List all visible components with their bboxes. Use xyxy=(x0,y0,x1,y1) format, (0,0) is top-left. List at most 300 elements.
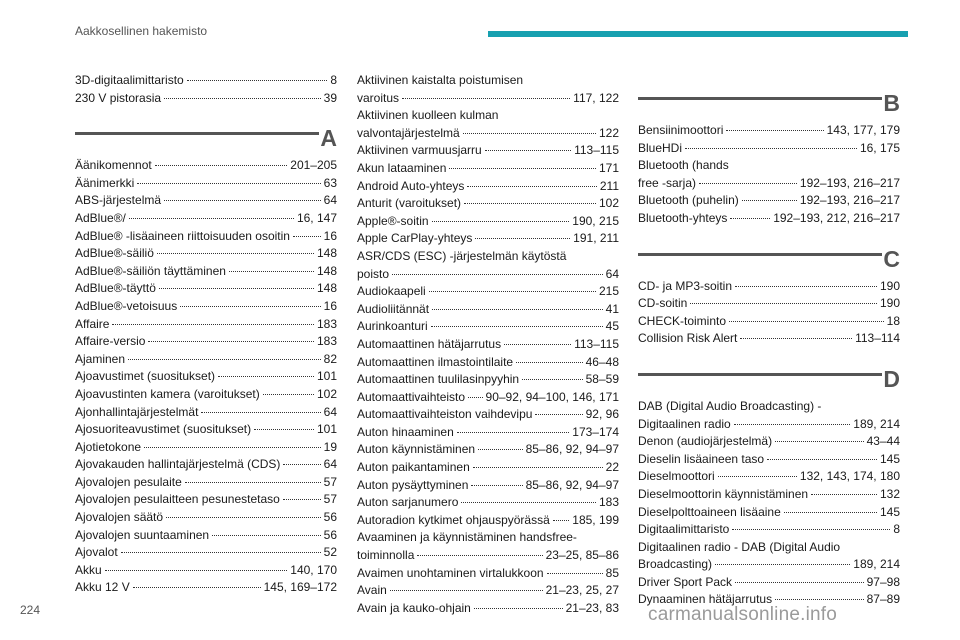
dot-leader xyxy=(105,570,288,571)
index-page-ref[interactable]: 143, 177, 179 xyxy=(826,123,900,137)
index-entry-line xyxy=(638,521,900,539)
dot-leader xyxy=(432,221,570,222)
index-entry-line xyxy=(357,318,619,336)
index-entry xyxy=(75,491,337,509)
index-term: CD-soitin xyxy=(638,296,688,311)
index-term: Avain ja kauko-ohjain xyxy=(357,600,471,615)
dot-leader xyxy=(732,529,890,530)
dot-leader xyxy=(468,397,482,398)
index-page-ref[interactable]: 56 xyxy=(323,510,337,525)
index-entry-line xyxy=(638,433,900,451)
index-entry-line xyxy=(638,122,900,140)
index-entry-line xyxy=(638,295,900,313)
index-term: Anturit (varoitukset) xyxy=(357,196,462,211)
dot-leader xyxy=(121,552,321,553)
dot-leader xyxy=(699,183,797,184)
index-entry-line xyxy=(357,354,619,372)
dot-leader xyxy=(390,590,543,591)
index-entry-line xyxy=(357,142,619,160)
index-entry-line xyxy=(75,579,337,597)
index-term: BlueHDi xyxy=(638,140,683,155)
dot-leader xyxy=(553,520,570,521)
index-page-ref[interactable]: 58–59 xyxy=(585,372,619,387)
index-page-ref[interactable]: 101 xyxy=(316,369,337,384)
index-entry-line xyxy=(357,406,619,424)
index-term: DAB (Digital Audio Broadcasting) - xyxy=(638,398,822,413)
index-entry xyxy=(638,122,900,140)
index-entry xyxy=(357,406,619,424)
index-page-ref[interactable]: 41 xyxy=(605,301,619,316)
index-term: ASR/CDS (ESC) -järjestelmän käytöstä xyxy=(357,248,567,263)
index-page-ref[interactable]: 113–114 xyxy=(855,331,900,346)
index-term: Auton käynnistäminen xyxy=(357,442,476,457)
index-page-ref[interactable]: 8 xyxy=(330,73,337,87)
dot-leader xyxy=(718,476,797,477)
dot-leader xyxy=(185,482,321,483)
index-entry xyxy=(638,486,900,504)
index-term: Affaire-versio xyxy=(75,334,146,349)
index-entry-line xyxy=(638,451,900,469)
index-entry-line xyxy=(357,266,619,284)
index-entry-line xyxy=(75,228,337,246)
index-term: AdBlue®-täyttö xyxy=(75,281,156,296)
index-entry-line xyxy=(357,547,619,565)
index-entry-line xyxy=(357,371,619,389)
section-heading xyxy=(638,90,900,116)
index-term: Apple®-soitin xyxy=(357,213,429,228)
index-entry-line xyxy=(357,459,619,477)
index-page-ref[interactable]: 57 xyxy=(323,474,337,489)
index-entry xyxy=(75,351,337,369)
dot-leader xyxy=(137,183,320,184)
index-page-ref[interactable]: 183 xyxy=(598,495,619,510)
index-term: Bluetooth-yhteys xyxy=(638,210,728,225)
index-entry-line xyxy=(357,512,619,530)
index-entry xyxy=(357,283,619,301)
index-page-ref[interactable]: 183 xyxy=(316,316,337,331)
index-page-ref[interactable]: 192–193, 216–217 xyxy=(799,175,900,190)
section-heading xyxy=(75,125,337,152)
index-term: varoitus xyxy=(357,90,400,105)
index-term: Automaattinen hätäjarrutus xyxy=(357,336,502,351)
index-page-ref[interactable]: 23–25, 85–86 xyxy=(545,548,619,563)
index-entry-line xyxy=(638,313,900,331)
index-page-ref[interactable]: 201–205 xyxy=(290,158,337,173)
dot-leader xyxy=(535,414,582,415)
index-term: Apple CarPlay-yhteys xyxy=(357,231,473,246)
index-entry xyxy=(75,316,337,334)
index-entry xyxy=(75,456,337,474)
index-entry xyxy=(357,389,619,407)
index-term: Automaattivaihteisto xyxy=(357,389,466,404)
dot-leader xyxy=(164,200,321,201)
index-entry-line xyxy=(357,90,619,108)
index-entry xyxy=(75,90,337,108)
index-entry xyxy=(357,301,619,319)
index-entry xyxy=(357,213,619,231)
index-entry-line xyxy=(75,544,337,562)
dot-leader xyxy=(218,376,314,377)
index-page-ref[interactable]: 85–86, 92, 94–97 xyxy=(525,442,619,457)
index-page-ref[interactable]: 190 xyxy=(879,278,900,293)
index-term: Ajaminen xyxy=(75,351,126,366)
dot-leader xyxy=(431,326,603,327)
index-page-ref[interactable]: 102 xyxy=(598,196,619,211)
dot-leader xyxy=(734,424,851,425)
index-term: Akku 12 V xyxy=(75,580,130,595)
index-term: Ajoavustimet (suositukset) xyxy=(75,369,216,384)
index-page-ref[interactable]: 16 xyxy=(323,298,337,313)
dot-leader xyxy=(740,338,852,339)
index-entry-line xyxy=(75,157,337,175)
index-entry xyxy=(638,504,900,522)
index-entry-line xyxy=(357,301,619,319)
index-entry xyxy=(357,529,619,564)
index-entry-line xyxy=(75,404,337,422)
index-page-ref[interactable]: 171 xyxy=(598,160,619,175)
index-page-ref[interactable]: 173–174 xyxy=(572,424,619,439)
index-page-ref[interactable]: 63 xyxy=(323,175,337,190)
index-page-ref[interactable]: 148 xyxy=(316,281,337,296)
index-term: Automaattinen tuulilasinpyyhin xyxy=(357,372,520,387)
index-entry xyxy=(638,398,900,433)
index-entry xyxy=(75,404,337,422)
index-page-ref[interactable]: 19 xyxy=(323,439,337,454)
index-entry-line xyxy=(75,491,337,509)
index-entry xyxy=(75,421,337,439)
section-heading xyxy=(638,365,900,392)
index-term: Ajovalojen suuntaaminen xyxy=(75,527,210,542)
index-term: CHECK-toiminto xyxy=(638,313,727,328)
index-term: Avain xyxy=(357,583,387,598)
running-header-title: Aakkosellinen hakemisto xyxy=(75,24,208,38)
index-page-ref[interactable]: 101 xyxy=(316,422,337,437)
index-page-ref[interactable]: 18 xyxy=(886,313,900,328)
index-page-ref[interactable]: 64 xyxy=(323,193,337,208)
index-page-ref[interactable]: 43–44 xyxy=(866,434,900,449)
index-page-ref[interactable]: 132, 143, 174, 180 xyxy=(799,469,900,484)
index-term: Denon (audiojärjestelmä) xyxy=(638,434,773,449)
index-entry xyxy=(357,371,619,389)
index-page-ref[interactable]: 92, 96 xyxy=(585,407,619,422)
index-term: Bluetooth (puhelin) xyxy=(638,193,739,208)
index-page-ref[interactable]: 64 xyxy=(323,457,337,472)
header-accent-bar xyxy=(488,31,908,37)
index-entry-line xyxy=(75,263,337,281)
dot-leader xyxy=(392,274,603,275)
index-entry-line xyxy=(638,192,900,210)
index-entry-line xyxy=(357,283,619,301)
index-entry-line xyxy=(638,486,900,504)
index-term: AdBlue®-säiliön täyttäminen xyxy=(75,263,226,278)
index-column-3 xyxy=(638,72,900,609)
dot-leader xyxy=(767,459,877,460)
index-term: Aktiivinen kaistalta poistumisen xyxy=(357,73,524,87)
index-term: Automaattivaihteiston vaihdevipu xyxy=(357,407,533,422)
index-page-ref[interactable]: 185, 199 xyxy=(572,512,619,527)
dot-leader xyxy=(742,200,797,201)
index-page-ref[interactable]: 191, 211 xyxy=(573,231,619,246)
dot-leader xyxy=(690,303,877,304)
index-page-ref[interactable]: 140, 170 xyxy=(290,562,337,577)
index-entry xyxy=(357,459,619,477)
index-entry-line xyxy=(638,210,900,228)
index-page-ref[interactable]: 102 xyxy=(316,386,337,401)
index-page-ref[interactable]: 190, 215 xyxy=(572,213,619,228)
index-entry-line xyxy=(638,556,900,574)
index-page-ref[interactable]: 215 xyxy=(598,284,619,299)
index-term: Collision Risk Alert xyxy=(638,331,738,346)
index-entry xyxy=(638,451,900,469)
index-term: poisto xyxy=(357,266,390,281)
index-entry xyxy=(75,280,337,298)
dot-leader xyxy=(148,341,313,342)
index-entry-line xyxy=(75,421,337,439)
index-entry xyxy=(638,574,900,592)
index-term: Ajovakauden hallintajärjestelmä (CDS) xyxy=(75,457,281,472)
index-entry-line xyxy=(638,278,900,296)
index-entry xyxy=(638,140,900,158)
index-page-ref[interactable]: 16, 147 xyxy=(296,210,337,225)
index-page-ref[interactable]: 192–193, 212, 216–217 xyxy=(773,210,900,225)
index-term: Autoradion kytkimet ohjauspyörässä xyxy=(357,512,550,527)
index-entry-line xyxy=(357,441,619,459)
index-entry-line xyxy=(75,509,337,527)
index-term: Auton sarjanumero xyxy=(357,495,459,510)
index-entry xyxy=(75,298,337,316)
index-term: Ajovalojen säätö xyxy=(75,510,164,525)
index-page-ref[interactable]: 97–98 xyxy=(866,574,900,589)
index-entry xyxy=(357,178,619,196)
index-column-2 xyxy=(357,72,619,617)
index-term: Avaimen unohtaminen virtalukkoon xyxy=(357,565,544,580)
dot-leader xyxy=(784,512,877,513)
dot-leader xyxy=(811,494,877,495)
dot-leader xyxy=(254,429,314,430)
index-term: Äänikomennot xyxy=(75,158,152,173)
index-entry xyxy=(75,175,337,193)
index-entry xyxy=(75,228,337,246)
index-entry-line xyxy=(75,245,337,263)
index-entry xyxy=(357,494,619,512)
index-entry xyxy=(357,477,619,495)
index-entry-line xyxy=(357,565,619,583)
dot-leader xyxy=(144,447,321,448)
dot-leader xyxy=(775,441,864,442)
index-page-ref[interactable]: 85–86, 92, 94–97 xyxy=(525,477,619,492)
index-entry-line xyxy=(357,494,619,512)
index-page-ref[interactable]: 16 xyxy=(323,228,337,243)
index-term: Auton pysäyttyminen xyxy=(357,477,469,492)
index-entry xyxy=(357,318,619,336)
index-entry xyxy=(638,278,900,296)
index-term: Dieselmoottori xyxy=(638,469,715,484)
section-letter: D xyxy=(883,365,900,392)
dot-leader xyxy=(449,168,596,169)
index-page-ref[interactable]: 45 xyxy=(605,319,619,334)
page-number: 224 xyxy=(20,603,41,617)
index-entry xyxy=(75,368,337,386)
dot-leader xyxy=(201,412,320,413)
index-term: free -sarja) xyxy=(638,175,697,190)
index-term: Ajonhallintajärjestelmät xyxy=(75,404,199,419)
index-entry xyxy=(357,142,619,160)
index-page-ref[interactable]: 113–115 xyxy=(574,336,619,351)
index-page-ref[interactable]: 122 xyxy=(598,125,619,140)
dot-leader xyxy=(166,517,321,518)
index-page-ref[interactable]: 132 xyxy=(879,486,900,501)
dot-leader xyxy=(471,485,522,486)
index-entry xyxy=(638,192,900,210)
dot-leader xyxy=(735,582,864,583)
index-entry-line xyxy=(75,474,337,492)
index-term: AdBlue®-vetoisuus xyxy=(75,298,178,313)
index-entry xyxy=(357,248,619,283)
index-entry xyxy=(357,565,619,583)
index-page-ref[interactable]: 145 xyxy=(879,504,900,519)
index-term: Ajovalojen pesulaite xyxy=(75,474,182,489)
dot-leader xyxy=(516,362,583,363)
index-term: Automaattinen ilmastointilaite xyxy=(357,354,514,369)
dot-leader xyxy=(283,464,320,465)
dot-leader xyxy=(429,291,596,292)
index-entry-line xyxy=(357,178,619,196)
dot-leader xyxy=(157,253,314,254)
dot-leader xyxy=(478,449,523,450)
index-term: Digitaalinen radio - DAB (Digital Audio xyxy=(638,539,841,554)
index-entry-line xyxy=(75,527,337,545)
index-page-ref[interactable]: 148 xyxy=(316,263,337,278)
index-page-ref[interactable]: 85 xyxy=(605,565,619,580)
index-page-ref[interactable]: 90–92, 94–100, 146, 171 xyxy=(485,389,619,404)
dot-leader xyxy=(729,321,884,322)
index-page-ref[interactable]: 82 xyxy=(323,351,337,366)
dot-leader xyxy=(402,98,570,99)
index-page-ref[interactable]: 21–23, 83 xyxy=(565,600,619,615)
index-page-ref[interactable]: 21–23, 25, 27 xyxy=(545,583,619,598)
index-entry xyxy=(75,562,337,580)
index-term: 230 V pistorasia xyxy=(75,90,162,105)
index-page-ref[interactable]: 8 xyxy=(893,522,900,537)
index-entry xyxy=(75,509,337,527)
index-term: valvontajärjestelmä xyxy=(357,125,460,140)
index-page-ref[interactable]: 64 xyxy=(605,266,619,281)
dot-leader xyxy=(432,309,603,310)
index-entry-line xyxy=(75,192,337,210)
section-letter: B xyxy=(883,90,900,116)
index-page-ref[interactable]: 148 xyxy=(316,246,337,261)
index-entry-line xyxy=(75,316,337,334)
index-entry-line xyxy=(638,504,900,522)
dot-leader xyxy=(293,236,321,237)
dot-leader xyxy=(180,306,320,307)
index-entry-line xyxy=(357,424,619,442)
index-entry-line xyxy=(357,336,619,354)
index-entry xyxy=(75,192,337,210)
index-term: Digitaalinen radio xyxy=(638,416,731,431)
index-page-ref[interactable]: 16, 175 xyxy=(859,140,900,155)
index-entry-line xyxy=(357,125,619,143)
dot-leader xyxy=(155,165,288,166)
index-term: Broadcasting) xyxy=(638,557,713,572)
dot-leader xyxy=(212,535,321,536)
dot-leader xyxy=(726,130,823,131)
index-entry-line xyxy=(638,140,900,158)
index-page-ref[interactable]: 113–115 xyxy=(574,143,619,158)
index-term: Bensiinimoottori xyxy=(638,123,724,137)
index-page-ref[interactable]: 145, 169–172 xyxy=(263,580,337,595)
index-term: Aktiivinen varmuusjarru xyxy=(357,143,482,158)
index-page-ref[interactable]: 39 xyxy=(323,90,337,105)
dot-leader xyxy=(473,467,603,468)
index-entry-line xyxy=(75,298,337,316)
index-entry-line xyxy=(75,280,337,298)
index-term: Dieselmoottorin käynnistäminen xyxy=(638,486,809,501)
index-entry xyxy=(357,354,619,372)
index-entry xyxy=(75,544,337,562)
dot-leader xyxy=(128,359,321,360)
index-entry-line xyxy=(357,230,619,248)
dot-leader xyxy=(504,344,571,345)
index-page-ref[interactable]: 145 xyxy=(879,451,900,466)
index-page-ref[interactable]: 22 xyxy=(605,460,619,475)
index-page-ref[interactable]: 183 xyxy=(316,334,337,349)
index-term: Ajovalojen pesulaitteen pesunestetaso xyxy=(75,492,280,507)
index-page-ref[interactable]: 56 xyxy=(323,527,337,542)
index-entry-line xyxy=(75,72,337,90)
index-entry-line xyxy=(75,386,337,404)
index-page-ref[interactable]: 87–89 xyxy=(866,592,900,607)
index-page-ref[interactable]: 189, 214 xyxy=(853,557,900,572)
index-term: Avaaminen ja käynnistäminen handsfree- xyxy=(357,530,577,545)
dot-leader xyxy=(685,148,857,149)
index-entry xyxy=(75,263,337,281)
index-entry-line xyxy=(638,574,900,592)
index-term: Dynaaminen hätäjarrutus xyxy=(638,592,773,607)
dot-leader xyxy=(164,98,321,99)
index-entry xyxy=(357,230,619,248)
index-term: Ajoavustinten kamera (varoitukset) xyxy=(75,386,260,401)
dot-leader xyxy=(730,218,770,219)
index-entry-line xyxy=(638,468,900,486)
index-entry xyxy=(638,539,900,574)
index-page-ref[interactable]: 192–193, 216–217 xyxy=(799,193,900,208)
index-entry xyxy=(638,313,900,331)
index-page-ref[interactable]: 52 xyxy=(323,545,337,560)
index-entry xyxy=(638,468,900,486)
index-page-ref[interactable]: 64 xyxy=(323,404,337,419)
index-term: AdBlue®-säiliö xyxy=(75,246,154,261)
dot-leader xyxy=(461,502,596,503)
index-term: ABS-järjestelmä xyxy=(75,193,162,208)
index-entry xyxy=(638,521,900,539)
index-page-ref[interactable]: 117, 122 xyxy=(573,90,619,105)
index-entry xyxy=(357,72,619,107)
index-term: Akku xyxy=(75,562,102,577)
index-entry xyxy=(75,157,337,175)
dot-leader xyxy=(475,238,570,239)
watermark: carmanualsonline.info xyxy=(648,604,838,625)
index-page-ref[interactable]: 46–48 xyxy=(585,354,619,369)
index-term: AdBlue® -lisäaineen riittoisuuden osoitin xyxy=(75,228,290,243)
index-page-ref[interactable]: 189, 214 xyxy=(853,416,900,431)
dot-leader xyxy=(775,599,864,600)
index-entry-line xyxy=(638,175,900,193)
index-term: Ajotietokone xyxy=(75,439,142,454)
index-page-ref[interactable]: 190 xyxy=(879,296,900,311)
index-page-ref[interactable]: 211 xyxy=(599,178,619,193)
index-page-ref[interactable]: 57 xyxy=(323,492,337,507)
